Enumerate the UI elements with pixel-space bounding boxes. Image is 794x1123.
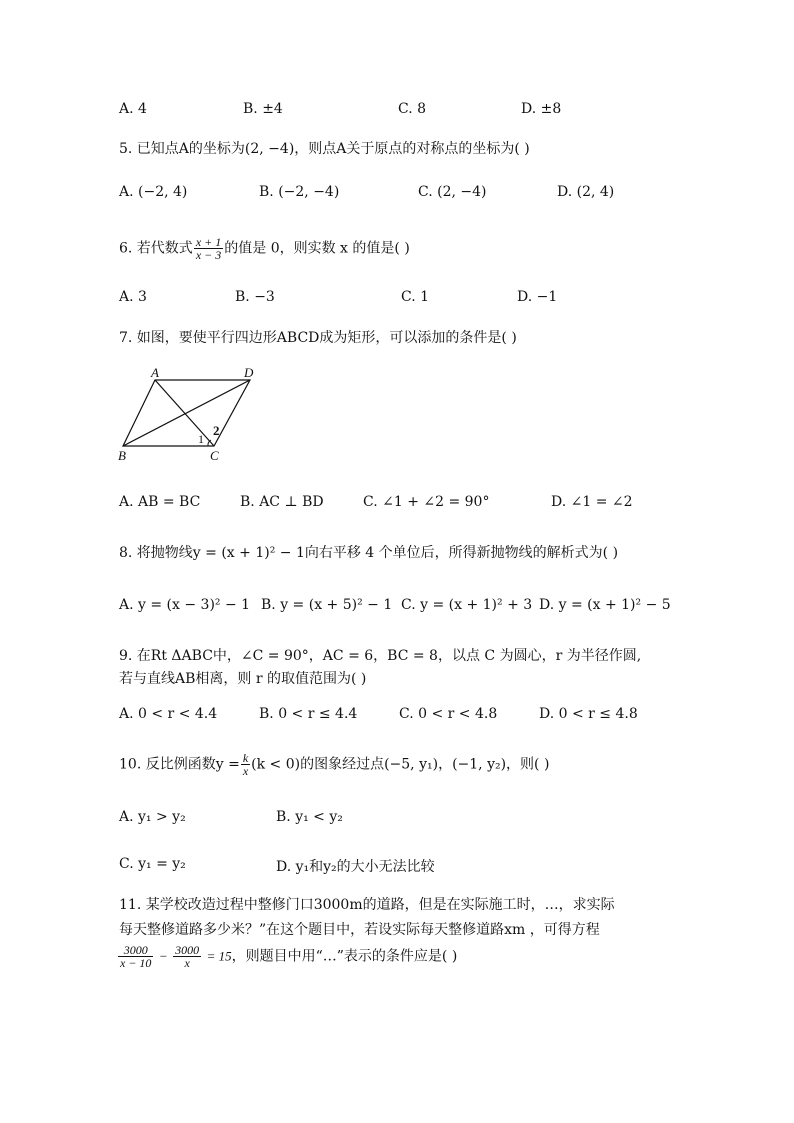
q11-frac2-num: 3000 (175, 943, 200, 957)
q8-option-b: B. y = (x + 5)² − 1 (261, 597, 393, 613)
q10-suffix: (k < 0)的图象经过点(−5, y₁)，(−1, y₂)，则( ) (251, 756, 550, 773)
q5-option-a: A. (−2, 4) (119, 184, 188, 200)
q11-frac1-den: x − 10 (120, 956, 152, 970)
q6-option-b: B. −3 (235, 289, 275, 305)
q7-option-c: C. ∠1 + ∠2 = 90° (363, 494, 490, 510)
q10-option-b: B. y₁ < y₂ (276, 809, 343, 825)
q6-suffix: 的值是 0，则实数 x 的值是( ) (224, 240, 410, 257)
q10-option-d: D. y₁和y₂的大小无法比较 (276, 859, 435, 875)
q11-minus: − (158, 948, 168, 964)
q6-option-d: D. −1 (517, 289, 558, 305)
q11-question-line1: 11. 某学校改造过程中整修门口3000m的道路，但是在实际施工时，…，求实际 (119, 897, 615, 913)
q7-option-a: A. AB = BC (119, 494, 201, 510)
q5-option-b: B. (−2, −4) (259, 184, 340, 200)
q9-question-line2: 若与直线AB相离，则 r 的取值范围为( ) (119, 671, 367, 687)
q6-fraction (194, 236, 223, 261)
vertex-label-a: A (151, 366, 159, 380)
q9-option-b: B. 0 < r ≤ 4.4 (259, 706, 358, 722)
diagonal-ac (155, 380, 214, 446)
q8-option-c: C. y = (x + 1)² + 3 (401, 597, 533, 613)
q6-option-c: C. 1 (401, 289, 430, 305)
q6-frac-num: x + 1 (195, 235, 222, 249)
q11-question-line2: 每天整修道路多少米？”在这个题目中，若设实际每天整修道路xm ，可得方程 (119, 922, 600, 938)
angle-label-2: 2 (213, 423, 220, 438)
q4-option-b: B. ±4 (243, 101, 283, 117)
q10-fraction (241, 752, 250, 777)
q11-frac2-den: x (184, 956, 190, 970)
q6-frac-den: x − 3 (195, 248, 222, 262)
q10-question (119, 752, 549, 777)
q4-option-c: C. 8 (398, 101, 427, 117)
q9-option-c: C. 0 < r < 4.8 (399, 706, 498, 722)
q10-frac-den: x (242, 764, 249, 778)
q7-option-d: D. ∠1 = ∠2 (551, 494, 633, 510)
q7-question: 7. 如图，要使平行四边形ABCD成为矩形，可以添加的条件是( ) (119, 330, 517, 346)
q6-prefix: 6. 若代数式 (119, 240, 193, 257)
q11-equals: = 15 (206, 948, 232, 964)
vertex-label-b: B (118, 448, 126, 463)
q7-parallelogram-figure (112, 366, 272, 466)
q6-question (119, 236, 410, 261)
vertex-label-c: C (210, 448, 219, 463)
q10-prefix: 10. 反比例函数y = (119, 756, 240, 773)
q5-question: 5. 已知点A的坐标为(2, −4)，则点A关于原点的对称点的坐标为( ) (119, 141, 530, 157)
q4-option-a: A. 4 (119, 101, 147, 117)
vertex-label-d: D (244, 366, 254, 380)
q8-option-a: A. y = (x − 3)² − 1 (119, 597, 251, 613)
angle-label-1: 1 (198, 432, 204, 446)
q11-frac1-num: 3000 (118, 944, 153, 957)
diagonal-bd (123, 380, 250, 446)
q5-option-c: C. (2, −4) (418, 184, 487, 200)
q8-option-d: D. y = (x + 1)² − 5 (539, 597, 671, 613)
q11-equation-line (117, 944, 457, 969)
q11-fraction-2 (173, 944, 201, 969)
q7-option-b: B. AC ⊥ BD (240, 494, 324, 510)
q4-option-d: D. ±8 (521, 101, 562, 117)
q5-option-d: D. (2, 4) (557, 184, 615, 200)
q6-option-a: A. 3 (119, 289, 147, 305)
q9-option-a: A. 0 < r < 4.4 (119, 706, 218, 722)
q11-fraction-1 (118, 944, 153, 969)
q11-tail: ，则题目中用“…”表示的条件应是( ) (231, 948, 458, 965)
q9-question-line1: 9. 在Rt ΔABC中，∠C = 90°，AC = 6，BC = 8，以点 C 为圆心，r 为半径作圆, (119, 648, 642, 664)
q8-question: 8. 将抛物线y = (x + 1)² − 1向右平移 4 个单位后，所得新抛物线的解析式为( ) (119, 545, 619, 561)
q10-option-c: C. y₁ = y₂ (119, 856, 186, 872)
q10-option-a: A. y₁ > y₂ (119, 809, 186, 825)
q10-frac-num: k (242, 751, 249, 765)
q9-option-d: D. 0 < r ≤ 4.8 (539, 706, 638, 722)
